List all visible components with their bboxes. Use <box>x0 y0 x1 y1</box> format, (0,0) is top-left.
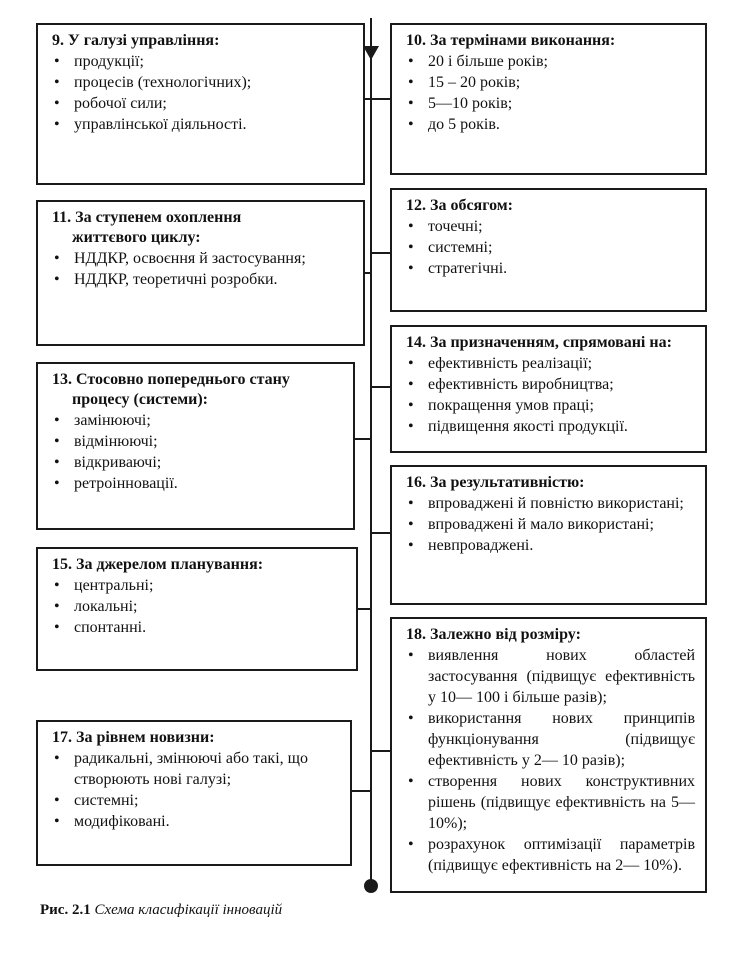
connector-15 <box>358 608 371 610</box>
box-18-title: 18. Залежно від розміру: <box>406 626 581 643</box>
list-item: • підвищення якості продукції. <box>406 416 695 437</box>
box-13-title-line2: процесу (системи): <box>72 391 209 408</box>
list-item: • стратегічні. <box>406 258 695 279</box>
list-item: • локальні; <box>52 596 346 617</box>
list-item: • покращення умов праці; <box>406 395 695 416</box>
connector-12 <box>371 252 390 254</box>
list-item: • створення нових конструктивних рішень (підвищує ефективність на 5— 10%); <box>406 771 695 834</box>
connector-13 <box>355 438 371 440</box>
box-11-list <box>52 248 353 290</box>
list-item: • процесів (технологічних); <box>52 72 353 93</box>
box-9-title: 9. У галузі управління: <box>52 32 220 49</box>
connector-14 <box>371 386 390 388</box>
list-item: • модифіковані. <box>52 811 340 832</box>
box-14-list <box>406 353 695 437</box>
list-item: • управлінської діяльності. <box>52 114 353 135</box>
list-item: • 15 – 20 років; <box>406 72 695 93</box>
box-13-list <box>52 410 343 494</box>
box-13-title-line1: 13. Стосовно попереднього стану <box>52 371 290 388</box>
list-item: • виявлення нових областей застосування (підвищує ефективність у 10— 100 і більше разів); <box>406 645 695 708</box>
list-item: • до 5 років. <box>406 114 695 135</box>
box-18-size <box>390 617 707 893</box>
list-item: • відкриваючі; <box>52 452 343 473</box>
connector-16 <box>371 532 390 534</box>
box-9-management-field <box>36 23 365 185</box>
list-item: • центральні; <box>52 575 346 596</box>
box-11-title-line2: життєвого циклу: <box>72 229 201 246</box>
connector-17 <box>352 790 371 792</box>
spine-end-dot <box>364 879 378 893</box>
box-10-title: 10. За термінами виконання: <box>406 32 616 49</box>
box-17-list <box>52 748 340 832</box>
figure-caption <box>40 902 282 919</box>
list-item: • 20 і більше років; <box>406 51 695 72</box>
box-14-title: 14. За призначенням, спрямовані на: <box>406 334 672 351</box>
box-9-list <box>52 51 353 135</box>
list-item: • НДДКР, освоєння й застосування; <box>52 248 353 269</box>
box-17-novelty-level <box>36 720 352 866</box>
list-item: • розрахунок оптимізації параметрів (підвищує ефективність на 2— 10%). <box>406 834 695 876</box>
list-item: • точечні; <box>406 216 695 237</box>
box-18-list <box>406 645 695 876</box>
box-15-title: 15. За джерелом планування: <box>52 556 264 573</box>
box-12-scope <box>390 188 707 312</box>
box-12-title: 12. За обсягом: <box>406 197 513 214</box>
box-14-purpose <box>390 325 707 453</box>
list-item: • 5—10 років; <box>406 93 695 114</box>
box-10-list <box>406 51 695 135</box>
list-item: • продукції; <box>52 51 353 72</box>
central-spine <box>370 18 372 887</box>
list-item: • замінюючі; <box>52 410 343 431</box>
box-12-list <box>406 216 695 279</box>
list-item: • невпроваджені. <box>406 535 695 556</box>
box-15-planning-source <box>36 547 358 671</box>
list-item: • спонтанні. <box>52 617 346 638</box>
box-10-execution-terms <box>390 23 707 175</box>
box-16-effectiveness <box>390 465 707 605</box>
box-13-previous-state <box>36 362 355 530</box>
list-item: • відмінюючі; <box>52 431 343 452</box>
list-item: • ефективність виробництва; <box>406 374 695 395</box>
list-item: • використання нових принципів функціонування (підвищує ефективність у 2— 10 разів); <box>406 708 695 771</box>
list-item: • робочої сили; <box>52 93 353 114</box>
arrow-down-icon <box>363 46 379 60</box>
list-item: • впроваджені й повністю використані; <box>406 493 695 514</box>
list-item: • системні; <box>52 790 340 811</box>
box-15-list <box>52 575 346 638</box>
list-item: • ретроінновації. <box>52 473 343 494</box>
list-item: • НДДКР, теоретичні розробки. <box>52 269 353 290</box>
figure-number: Рис. 2.1 <box>40 902 91 918</box>
figure-caption-text: Схема класифікації інновацій <box>94 902 283 918</box>
box-11-life-cycle-coverage <box>36 200 365 346</box>
box-17-title: 17. За рівнем новизни: <box>52 729 215 746</box>
box-16-list <box>406 493 695 556</box>
list-item: • ефективність реалізації; <box>406 353 695 374</box>
box-11-title-line1: 11. За ступенем охоплення <box>52 209 242 226</box>
connector-11 <box>365 272 371 274</box>
list-item: • системні; <box>406 237 695 258</box>
connector-18 <box>371 750 390 752</box>
list-item: • впроваджені й мало використані; <box>406 514 695 535</box>
box-16-title: 16. За результативністю: <box>406 474 585 491</box>
connector-10 <box>371 98 390 100</box>
list-item: • радикальні, змінюючі або такі, що створюють нові галузі; <box>52 748 340 790</box>
